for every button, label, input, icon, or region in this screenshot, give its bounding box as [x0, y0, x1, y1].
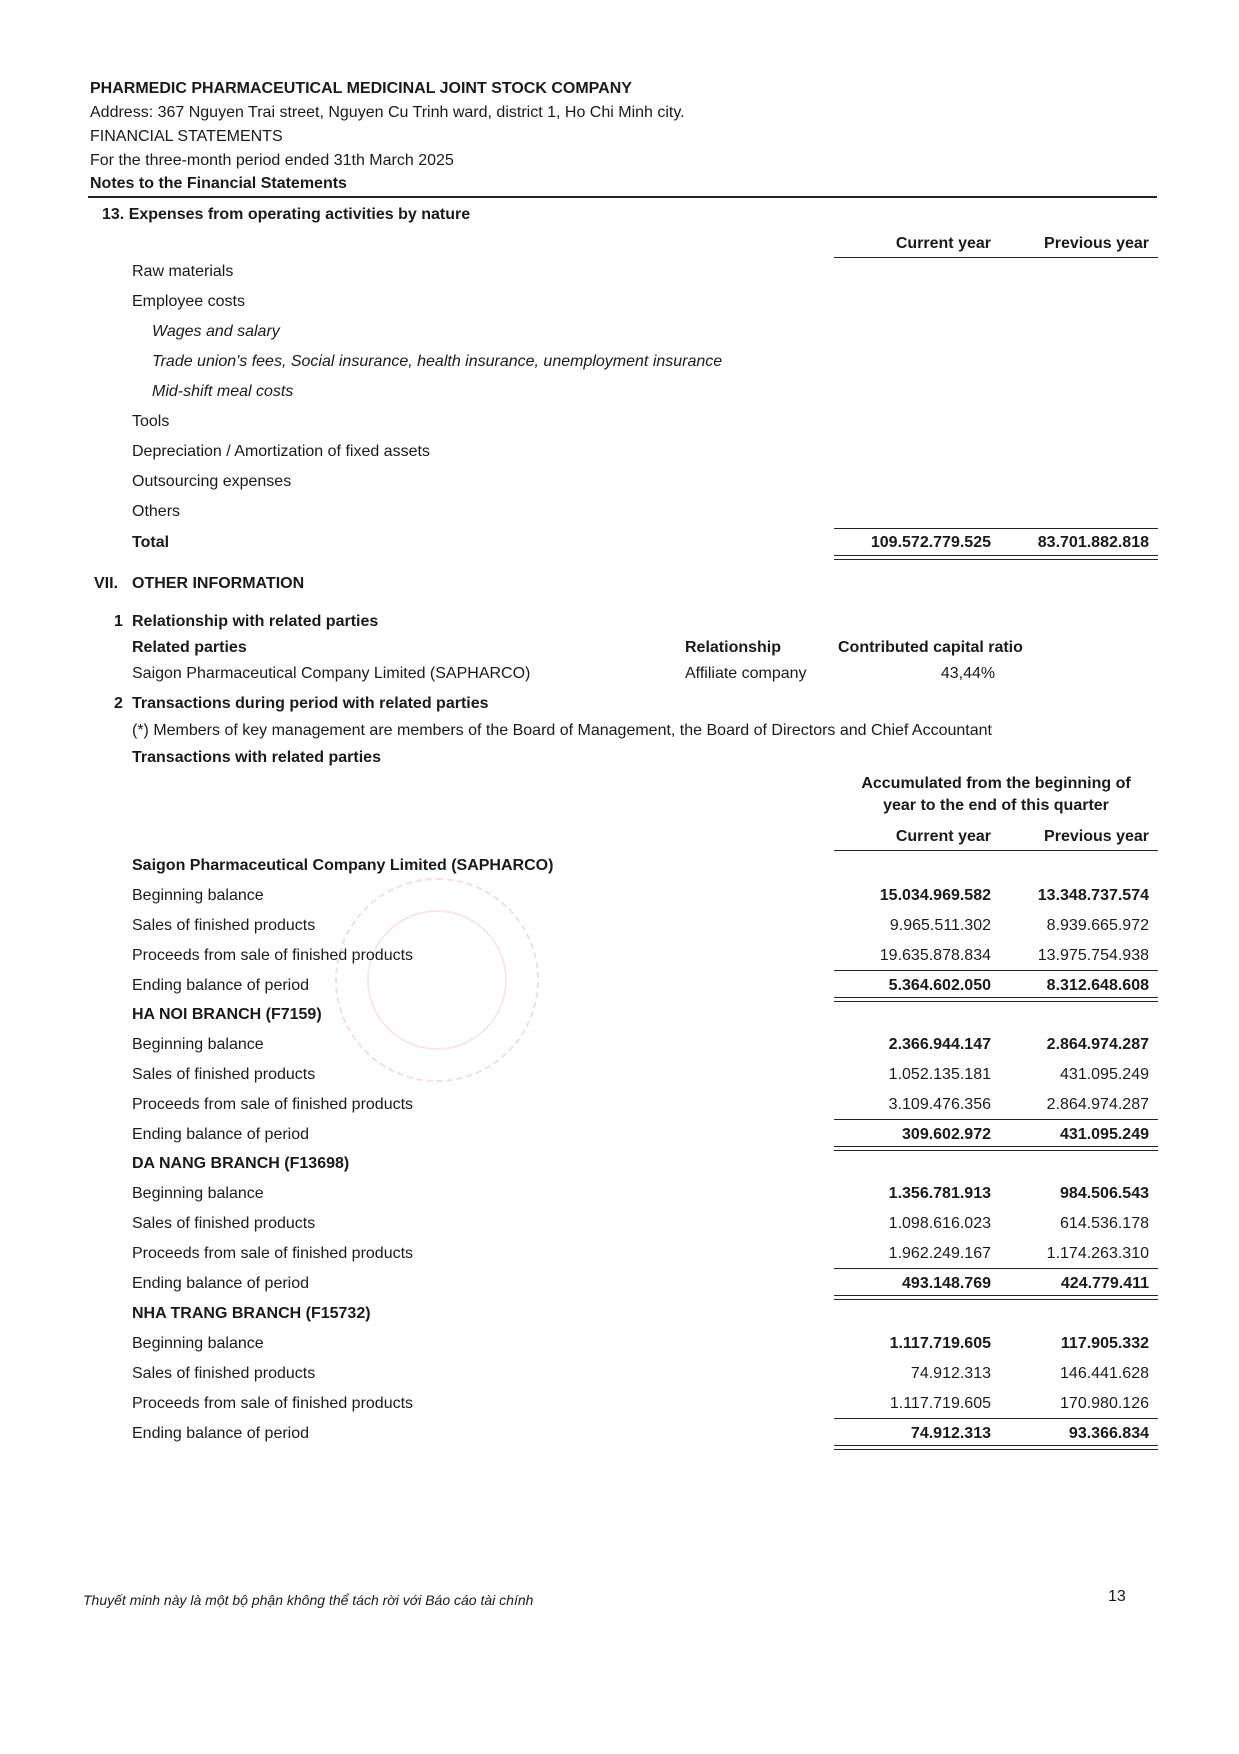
transaction-current: 3.109.476.356 — [888, 1096, 991, 1113]
col-previous-year: Previous year — [1044, 235, 1149, 252]
transaction-current: 2.366.944.147 — [888, 1036, 991, 1053]
item-1-title: Relationship with related parties — [132, 613, 379, 630]
ending-rule-top — [834, 1119, 1158, 1120]
transaction-current: 15.034.969.582 — [879, 887, 991, 904]
transaction-label: Ending balance of period — [132, 977, 310, 994]
page-number: 13 — [1108, 1588, 1126, 1605]
notes-heading: Notes to the Financial Statements — [90, 175, 347, 192]
expense-label: Employee costs — [132, 293, 245, 310]
group-title: HA NOI BRANCH (F7159) — [132, 1006, 322, 1023]
ending-double-rule — [834, 1295, 1158, 1300]
transaction-label: Sales of finished products — [132, 1215, 316, 1232]
related-party-ratio: 43,44% — [940, 665, 996, 682]
expense-label: Mid-shift meal costs — [152, 383, 294, 400]
col-relationship: Relationship — [685, 639, 782, 656]
transaction-label: Proceeds from sale of finished products — [132, 947, 414, 964]
transaction-previous: 431.095.249 — [1060, 1126, 1149, 1143]
transaction-previous: 2.864.974.287 — [1046, 1036, 1149, 1053]
total-label: Total — [132, 534, 170, 551]
item-2-number: 2 — [114, 695, 123, 712]
total-previous: 83.701.882.818 — [1037, 534, 1149, 551]
transaction-current: 19.635.878.834 — [879, 947, 991, 964]
col-related-parties: Related parties — [132, 639, 247, 656]
section-13-title: 13. Expenses from operating activities by nature — [102, 206, 471, 223]
transaction-label: Sales of finished products — [132, 917, 316, 934]
ending-double-rule — [834, 1146, 1158, 1151]
transaction-previous: 984.506.543 — [1060, 1185, 1149, 1202]
header-divider — [88, 196, 1157, 198]
transaction-label: Beginning balance — [132, 1036, 264, 1053]
expense-label: Others — [132, 503, 181, 520]
item-2-title: Transactions during period with related parties — [132, 695, 489, 712]
transaction-label: Sales of finished products — [132, 1365, 316, 1382]
accumulated-heading-line1: Accumulated from the beginning of — [861, 775, 1131, 792]
expense-label: Trade union's fees, Social insurance, health insurance, unemployment insurance — [152, 353, 723, 370]
transaction-previous: 2.864.974.287 — [1046, 1096, 1149, 1113]
group-title: DA NANG BRANCH (F13698) — [132, 1155, 350, 1172]
transaction-current: 1.052.135.181 — [888, 1066, 991, 1083]
transaction-current: 1.117.719.605 — [889, 1395, 991, 1412]
ending-rule-top — [834, 1268, 1158, 1269]
item-1-number: 1 — [114, 613, 123, 630]
transaction-previous: 117.905.332 — [1060, 1335, 1149, 1352]
transaction-previous: 614.536.178 — [1060, 1215, 1149, 1232]
related-party-name: Saigon Pharmaceutical Company Limited (SAPHARCO) — [132, 665, 531, 682]
expense-label: Raw materials — [132, 263, 234, 280]
transaction-label: Proceeds from sale of finished products — [132, 1096, 414, 1113]
company-seal — [335, 878, 539, 1082]
transaction-previous: 8.939.665.972 — [1046, 917, 1149, 934]
document-type: FINANCIAL STATEMENTS — [90, 128, 283, 145]
transaction-label: Ending balance of period — [132, 1126, 310, 1143]
transaction-current: 74.912.313 — [910, 1365, 991, 1382]
col-current-year-2: Current year — [895, 828, 991, 845]
col-current-year: Current year — [895, 235, 991, 252]
group-title: Saigon Pharmaceutical Company Limited (SAPHARCO) — [132, 857, 554, 874]
footer-note: Thuyết minh này là một bộ phận không thể tách rời với Báo cáo tài chính — [83, 1592, 534, 1608]
transaction-previous: 170.980.126 — [1060, 1395, 1149, 1412]
section-7-title: OTHER INFORMATION — [132, 575, 305, 592]
transactions-subtitle: Transactions with related parties — [132, 749, 381, 766]
transaction-current: 1.098.616.023 — [888, 1215, 991, 1232]
transaction-label: Proceeds from sale of finished products — [132, 1395, 414, 1412]
transaction-label: Beginning balance — [132, 1335, 264, 1352]
transaction-label: Beginning balance — [132, 887, 264, 904]
transaction-current: 493.148.769 — [902, 1275, 991, 1292]
total-rule-top — [834, 528, 1158, 529]
ending-double-rule — [834, 1445, 1158, 1450]
col-capital-ratio: Contributed capital ratio — [838, 639, 1023, 656]
transaction-current: 9.965.511.302 — [889, 917, 991, 934]
col-header-rule — [834, 257, 1158, 258]
transaction-current: 309.602.972 — [902, 1126, 991, 1143]
transaction-label: Beginning balance — [132, 1185, 264, 1202]
transaction-label: Sales of finished products — [132, 1066, 316, 1083]
expense-label: Wages and salary — [152, 323, 280, 340]
transaction-label: Proceeds from sale of finished products — [132, 1245, 414, 1262]
group-title: NHA TRANG BRANCH (F15732) — [132, 1305, 371, 1322]
transaction-previous: 431.095.249 — [1060, 1066, 1149, 1083]
transaction-current: 5.364.602.050 — [888, 977, 991, 994]
expense-label: Tools — [132, 413, 170, 430]
transaction-current: 74.912.313 — [910, 1425, 991, 1442]
total-double-rule — [834, 555, 1158, 560]
ending-rule-top — [834, 970, 1158, 971]
transaction-label: Ending balance of period — [132, 1275, 310, 1292]
transaction-previous: 8.312.648.608 — [1046, 977, 1149, 994]
ending-rule-top — [834, 1418, 1158, 1419]
total-current: 109.572.779.525 — [870, 534, 991, 551]
transaction-previous: 1.174.263.310 — [1046, 1245, 1149, 1262]
ending-double-rule — [834, 997, 1158, 1002]
company-name: PHARMEDIC PHARMACEUTICAL MEDICINAL JOINT STOCK COMPANY — [90, 80, 632, 97]
expense-label: Outsourcing expenses — [132, 473, 292, 490]
transaction-previous: 93.366.834 — [1068, 1425, 1149, 1442]
reporting-period: For the three-month period ended 31th March 2025 — [90, 152, 454, 169]
transaction-label: Ending balance of period — [132, 1425, 310, 1442]
transaction-previous: 424.779.411 — [1060, 1275, 1149, 1292]
transaction-current: 1.962.249.167 — [888, 1245, 991, 1262]
expense-label: Depreciation / Amortization of fixed assets — [132, 443, 430, 460]
transaction-previous: 13.975.754.938 — [1037, 947, 1149, 964]
transaction-previous: 13.348.737.574 — [1037, 887, 1149, 904]
related-party-relationship: Affiliate company — [685, 665, 807, 682]
company-address: Address: 367 Nguyen Trai street, Nguyen Cu Trinh ward, district 1, Ho Chi Minh city. — [90, 104, 685, 121]
transaction-previous: 146.441.628 — [1060, 1365, 1149, 1382]
col-header-rule-2 — [834, 850, 1158, 851]
section-7-roman: VII. — [94, 575, 119, 592]
transaction-current: 1.117.719.605 — [889, 1335, 991, 1352]
col-previous-year-2: Previous year — [1044, 828, 1149, 845]
key-management-note: (*) Members of key management are members of the Board of Management, the Board of Directors and Chief Accountant — [132, 722, 992, 739]
accumulated-heading-line2: year to the end of this quarter — [883, 797, 1109, 814]
transaction-current: 1.356.781.913 — [888, 1185, 991, 1202]
